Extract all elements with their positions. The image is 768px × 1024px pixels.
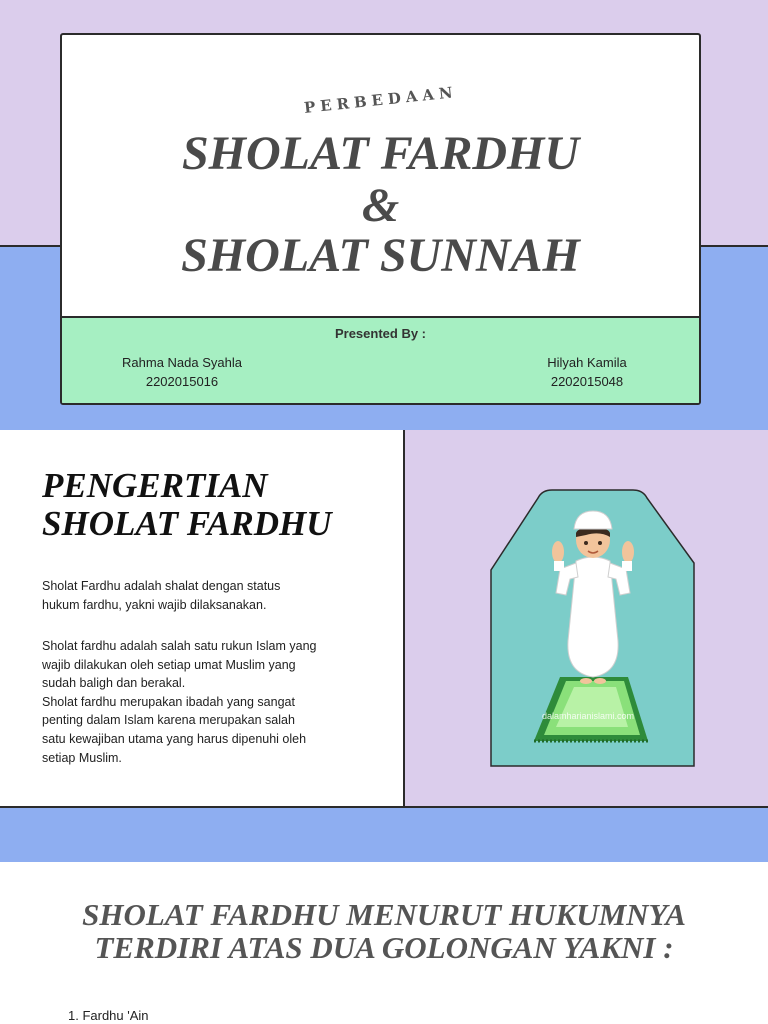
kicker-text	[62, 82, 699, 117]
categories-heading	[0, 898, 768, 964]
list-item: 1. Fardhu 'Ain	[68, 1008, 149, 1023]
blue-band	[0, 808, 768, 862]
paragraph-1: Sholat Fardhu adalah shalat dengan status hukum fardhu, yakni wajib dilaksanakan.	[42, 579, 281, 612]
presenter-1	[117, 353, 247, 391]
definition-heading-line-2: SHOLAT FARDHU	[42, 504, 332, 543]
paragraph-3-text: Sholat fardhu merupakan ibadah yang sangat penting dalam Islam karena merupakan salah satu kewajiban utama yang harus dipenuhi oleh setiap Muslim.	[42, 694, 307, 765]
definition-slide	[0, 430, 768, 862]
title-ampersand: &	[361, 179, 400, 232]
presenter-1-id: 2202015016	[145, 374, 219, 389]
title-slide	[0, 0, 768, 430]
definition-heading-line-1: PENGERTIAN	[42, 466, 268, 505]
watermark-text: dalamharianislami.com	[542, 711, 635, 721]
presenters-panel	[62, 316, 699, 405]
title-line-1: SHOLAT FARDHU	[181, 127, 579, 180]
categories-heading-line-1: SHOLAT FARDHU MENURUT HUKUMNYA	[82, 897, 686, 932]
presenter-2	[527, 353, 647, 391]
definition-heading	[42, 467, 332, 543]
presenter-2-id: 2202015048	[550, 374, 624, 389]
paragraph-2	[42, 637, 322, 767]
paragraph-2-text: Sholat fardhu adalah salah satu rukun Islam yang wajib dilakukan oleh setiap umat Muslim yang sudah baligh dan berakal.	[42, 639, 317, 691]
presenter-2-name: Hilyah Kamila	[547, 355, 627, 370]
categories-heading-line-2: TERDIRI ATAS DUA GOLONGAN YAKNI :	[94, 930, 674, 965]
kicker-label: PERBEDAAN	[303, 82, 459, 117]
title-card	[60, 33, 701, 405]
presented-by-label: Presented By :	[334, 326, 427, 341]
praying-boy-illustration	[490, 485, 696, 767]
title-line-3: SHOLAT SUNNAH	[181, 229, 580, 282]
presenter-1-name: Rahma Nada Syahla	[122, 355, 242, 370]
categories-slide	[0, 862, 768, 1024]
panel-divider-vertical	[403, 430, 405, 808]
